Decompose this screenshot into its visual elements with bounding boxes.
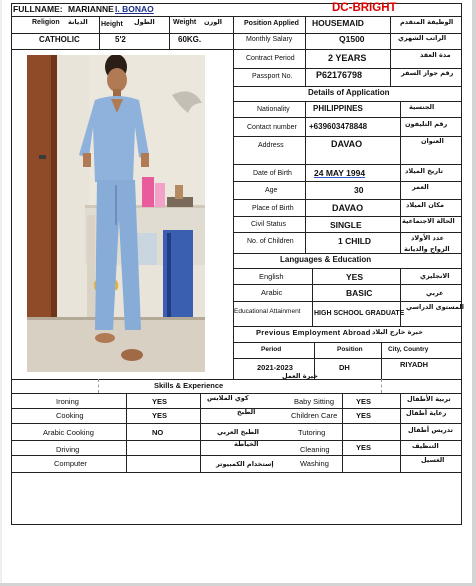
contact-value: +639603478848 [309, 122, 368, 131]
marital-label-ar: الزواج والديانة [404, 245, 450, 253]
rule [169, 16, 170, 49]
rule [11, 16, 462, 17]
address-label-ar: العنوان [421, 137, 444, 145]
skill-computer-ar: إستخدام الكمبيوتر [216, 460, 274, 468]
rule [233, 232, 462, 233]
contract-label-ar: مدة العقد [420, 51, 451, 59]
skill-cooking-ar: الطبخ [237, 408, 256, 416]
salary-label: Monthly Salary [246, 36, 293, 43]
dashed-rule [98, 379, 99, 393]
position-header: Position [337, 346, 363, 353]
contract-label: Contract Period [246, 55, 295, 62]
dashed-rule [381, 379, 382, 393]
address-value: DAVAO [331, 139, 363, 149]
religion-label-ar: الديانة [68, 18, 88, 26]
skill-washing-label: Washing [300, 459, 329, 468]
rule [233, 301, 462, 302]
skill-arabic-cooking-ar: الطبخ العربي [217, 428, 259, 436]
rule [200, 393, 201, 472]
skill-washing-ar: الغسيل [421, 456, 445, 464]
passport-value: P62176798 [316, 70, 363, 80]
contact-label-ar: رقم التليفون [405, 120, 448, 128]
rule [11, 379, 462, 380]
fullname-last: I. BONAO [115, 4, 154, 14]
rule [342, 393, 343, 472]
period-value: 2021-2023 [257, 363, 293, 372]
address-label: Address [258, 142, 284, 149]
skill-arabic-cooking-label: Arabic Cooking [43, 428, 94, 437]
rule [11, 33, 462, 34]
rule [233, 164, 462, 165]
skill-cleaning-ar: التنظيف [412, 442, 439, 450]
skill-ironing-label: Ironing [56, 397, 79, 406]
skill-driving-label: Driving [56, 445, 80, 454]
rule [233, 101, 462, 102]
contract-value: 2 YEARS [328, 53, 367, 63]
children-value: 1 CHILD [338, 236, 372, 246]
employment-title: Previous Employment Abroad [256, 328, 371, 337]
arabic-label-ar: عربي [426, 289, 444, 297]
rule [400, 268, 401, 326]
fullname-label: FULLNAME: [13, 4, 63, 14]
employment-title-ar: خبرة خارج البلاد [372, 328, 423, 336]
rule [11, 472, 462, 473]
application-title: Details of Application [308, 88, 390, 97]
weight-value: 60KG. [178, 35, 202, 44]
salary-label-ar: الراتب الشهري [398, 34, 447, 42]
age-label: Age [265, 187, 278, 194]
children-label-ar: عدد الأولاد [411, 234, 445, 242]
rule [233, 358, 462, 359]
weight-label: Weight [173, 19, 197, 26]
skill-babysitting-value: YES [356, 397, 372, 406]
height-value: 5'2 [115, 35, 126, 44]
skills-title: Skills & Experience [154, 381, 224, 390]
rule [233, 86, 462, 87]
position-value: HOUSEMAID [312, 18, 364, 28]
religion-label: Religion [32, 19, 60, 26]
nationality-label-ar: الجنسية [409, 103, 435, 111]
skill-driving-ar: الخياطة [234, 440, 259, 448]
skill-arabic-cooking-value: NO [152, 428, 164, 437]
position-label-ar: الوظيفة المتقدم [400, 18, 454, 26]
dob-value: 24 MAY 1994 [314, 168, 366, 178]
skill-computer-label: Computer [54, 459, 87, 468]
arabic-label: Arabic [261, 288, 283, 297]
age-label-ar: العمر [412, 183, 429, 191]
rule [233, 199, 462, 200]
passport-label-ar: رقم جواز السفر [401, 69, 454, 77]
skill-childcare-ar: رعاية أطفال [406, 409, 447, 417]
skill-childcare-value: YES [356, 411, 372, 420]
skill-cleaning-value: YES [356, 443, 372, 452]
rule [233, 326, 462, 327]
document-page [2, 0, 472, 586]
rule [126, 393, 127, 472]
education-label: Educational Attainment [234, 308, 301, 315]
fullname-first: MARIANNE [68, 4, 114, 14]
vertical-scrollbar[interactable] [472, 0, 476, 586]
nationality-label: Nationality [257, 106, 290, 113]
skill-cooking-value: YES [152, 411, 168, 420]
pob-label-ar: مكان الميلاد [406, 201, 445, 209]
civil-status-value: SINGLE [330, 220, 362, 230]
height-label-ar: الطول [134, 18, 155, 26]
contact-label: Contact number [247, 124, 297, 131]
rule [312, 268, 313, 326]
rule [305, 101, 306, 253]
religion-value: CATHOLIC [39, 35, 80, 44]
children-label: No. of Children [247, 238, 294, 245]
rule [233, 342, 462, 343]
rule [233, 181, 462, 182]
english-value: YES [346, 272, 364, 282]
rule [11, 49, 462, 50]
work-experience-label-ar: خبرة العمل [282, 372, 318, 380]
rule [400, 101, 401, 253]
skill-babysitting-label: Baby Sitting [294, 397, 335, 406]
skill-tutoring-ar: تدريس أطفال [408, 426, 453, 434]
period-header: Period [261, 346, 282, 353]
city-header: City, Country [388, 346, 429, 353]
salary-value: Q1500 [339, 34, 365, 44]
dob-label-ar: تاريخ الميلاد [405, 167, 443, 175]
nationality-value: PHILIPPINES [313, 104, 363, 113]
education-label-ar: المستوى الدراسي [406, 303, 464, 311]
age-value: 30 [354, 185, 364, 195]
pob-label: Place of Birth [252, 205, 294, 212]
position-exp-value: DH [339, 363, 350, 372]
skill-tutoring-label: Tutoring [298, 428, 326, 437]
rule [381, 342, 382, 380]
skill-childcare-label: Children Care [291, 411, 338, 420]
skill-cleaning-label: Cleaning [300, 445, 330, 454]
skill-ironing-value: YES [152, 397, 168, 406]
city-value: RIYADH [400, 360, 429, 369]
skill-babysitting-ar: تربية الأطفال [407, 395, 451, 403]
rule [11, 423, 462, 424]
skill-ironing-ar: كوي الملابس [207, 394, 249, 402]
rule [99, 16, 100, 49]
civil-status-label: Civil Status [251, 221, 287, 228]
rule [305, 16, 306, 86]
english-label: English [259, 272, 284, 281]
weight-label-ar: الوزن [204, 18, 223, 26]
skill-cooking-label: Cooking [56, 411, 84, 420]
agency-name: DC-BRIGHT [332, 2, 397, 14]
position-label: Position Applied [244, 20, 299, 27]
dob-label: Date of Birth [253, 170, 292, 177]
rule [390, 16, 391, 86]
rule [233, 253, 462, 254]
education-value: HIGH SCHOOL GRADUATE [314, 310, 405, 317]
passport-label: Passport No. [252, 73, 293, 80]
arabic-value: BASIC [346, 288, 373, 298]
applicant-photo [27, 55, 205, 372]
height-label: Height [101, 21, 123, 28]
english-label-ar: الانجليزي [420, 272, 450, 280]
civil-status-label-ar: الحالة الاجتماعية [402, 217, 455, 225]
applicant-photo-image [27, 55, 205, 372]
languages-title: Languages & Education [280, 255, 372, 264]
rule [233, 284, 462, 285]
rule [233, 117, 462, 118]
pob-value: DAVAO [332, 203, 364, 213]
rule [233, 268, 462, 269]
rule [400, 393, 401, 472]
rule [11, 455, 462, 456]
